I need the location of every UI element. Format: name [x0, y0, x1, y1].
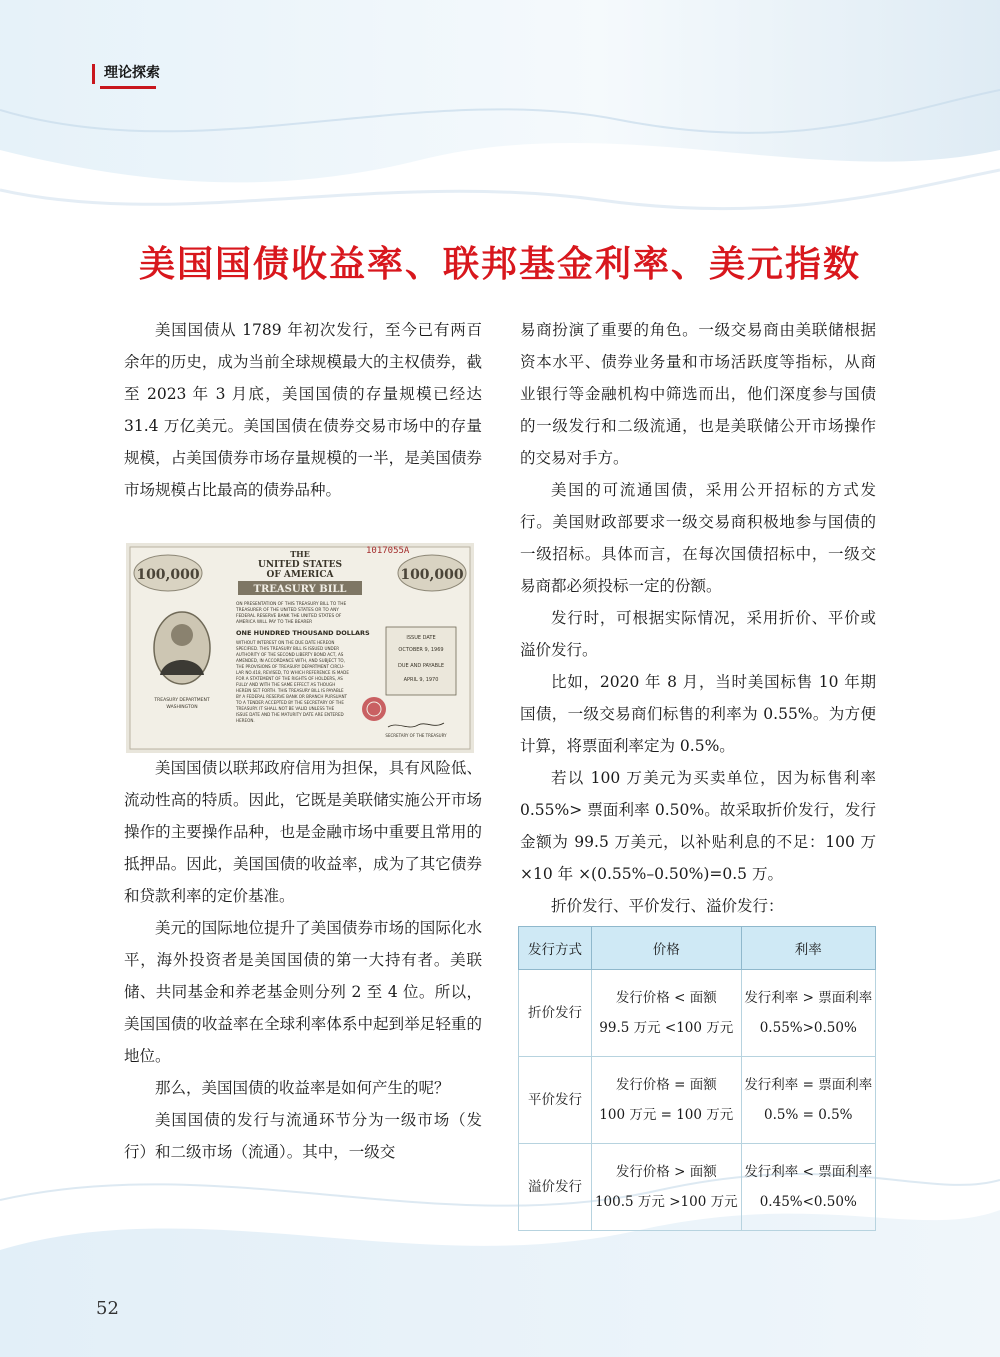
bill-due-date: APRIL 9, 1970: [403, 677, 439, 683]
paragraph: 易商扮演了重要的角色。一级交易商由美联储根据资本水平、债券业务量和市场活跃度等指标，从商业银行等金融机构中筛选而出，他们深度参与国债的一级发行和二级流通，也是美联储公开市场操作的交易对手方。: [520, 321, 876, 467]
issuance-table: [518, 926, 876, 1231]
paragraph: 那么，美国国债的收益率是如何产生的呢？: [155, 1079, 450, 1097]
bill-due-label: DUE AND PAYABLE: [397, 663, 445, 669]
paragraph: 发行时，可根据实际情况，采用折价、平价或溢价发行。: [520, 609, 876, 659]
bill-terms-line: LAR NO.418, REVISED, TO WHICH REFERENCE IS MADE: [236, 670, 349, 675]
bill-body-line: FEDERAL RESERVE BANK THE UNITED STATES OF: [236, 614, 342, 619]
bill-terms-line: AUTHORITY OF THE SECOND LIBERTY BOND ACT, AS: [236, 652, 344, 657]
table-cell-rate: [741, 1144, 875, 1231]
bill-terms-line: HEREIN SET FORTH. THIS TREASURY BILL IS PAYABLE: [236, 688, 344, 693]
page-number: 52: [96, 1298, 119, 1319]
bill-terms-line: FOR A STATEMENT OF THE RIGHTS OF HOLDERS, AS: [236, 676, 343, 681]
table-cell-rate: [741, 1057, 875, 1144]
table-header-cell: 发行方式: [519, 927, 592, 970]
bill-terms-line: TREASURY. IT SHALL NOT BE VALID UNLESS THE: [236, 706, 335, 711]
rate-example: 0.5% = 0.5%: [764, 1107, 853, 1123]
paragraph: 折价发行、平价发行、溢价发行：: [551, 897, 784, 915]
price-example: 100.5 万元 >100 万元: [594, 1194, 738, 1210]
rate-rule: 发行利率 > 票面利率: [744, 990, 873, 1006]
price-rule: 发行价格 = 面额: [615, 1077, 717, 1093]
rate-example: 0.55%>0.50%: [759, 1020, 857, 1036]
paragraph: 若以 100 万美元为买卖单位，因为标售利率 0.55%> 票面利率 0.50%。故采取折价发行，发行金额为 99.5 万美元，以补贴利息的不足：100 万 ×10 年 ×(0.55%–0.50%)=0.5 万。: [520, 769, 876, 883]
table-row: [519, 970, 876, 1057]
table-header-cell: 利率: [741, 927, 875, 970]
bill-terms-line: HEREON.: [236, 718, 255, 723]
bill-terms-line: ISSUE DATE AND THE MATURITY DATE ARE ENTERED: [236, 712, 344, 717]
paragraph: 比如，2020 年 8 月，当时美国标售 10 年期国债，一级交易商们标售的利率为 0.55%。为方便计算，将票面利率定为 0.5%。: [520, 673, 876, 755]
bill-issue-label: ISSUE DATE: [406, 635, 436, 641]
bill-banner: TREASURY BILL: [253, 584, 347, 595]
table-cell-rate: [741, 970, 875, 1057]
bill-body-line: AMERICA WILL PAY TO THE BEARER: [236, 620, 313, 625]
section-tag-label: 理论探索: [104, 65, 160, 81]
paragraph: 美国国债从 1789 年初次发行，至今已有两百余年的历史，成为当前全球规模最大的主权债券，截至 2023 年 3 月底，美国国债的存量规模已经达 31.4 万亿美元。美国国债在债券交易市场中的存量规模，占美国债券市场存量规模的一半，是美国债券市场规模占比最高的债券品种。: [124, 321, 482, 499]
table-cell-method: 溢价发行: [519, 1144, 592, 1231]
table-header-cell: 价格: [592, 927, 742, 970]
table-row: [519, 1144, 876, 1231]
treasury-bill-image: [126, 543, 474, 753]
table-row: [519, 1057, 876, 1144]
paragraph: 美国国债的发行与流通环节分为一级市场（发行）和二级市场（流通）。其中，一级交: [124, 1111, 482, 1161]
bill-terms-line: SPECIFIED. THIS TREASURY BILL IS ISSUED UNDER: [236, 646, 340, 651]
bill-dept-1: TREASURY DEPARTMENT: [154, 698, 210, 703]
article-title: 美国国债收益率、联邦基金利率、美元指数: [138, 244, 861, 285]
bill-seal-icon: [362, 697, 386, 721]
bill-terms-line: TO A TENDER ACCEPTED BY THE SECRETARY OF THE: [236, 700, 344, 705]
bill-amount: ONE HUNDRED THOUSAND DOLLARS: [236, 629, 370, 637]
bill-body-line: ON PRESENTATION OF THIS TREASURY BILL TO THE: [236, 602, 347, 607]
rate-example: 0.45%<0.50%: [759, 1194, 857, 1210]
bill-serial: 1017055A: [366, 546, 410, 556]
paragraph: 美国国债以联邦政府信用为担保，具有风险低、流动性高的特质。因此，它既是美联储实施公开市场操作的主要操作品种，也是金融市场中重要且常用的抵押品。因此，美国国债的收益率，成为了其它债券和贷款利率的定价基准。: [124, 759, 482, 905]
bill-terms-line: WITHOUT INTEREST ON THE DUE DATE HEREON: [236, 640, 335, 645]
paragraph: 美国的可流通国债，采用公开招标的方式发行。美国财政部要求一级交易商积极地参与国债的一级招标。具体而言，在每次国债招标中，一级交易商都必须投标一定的份额。: [520, 481, 876, 595]
bill-signature-caption: SECRETARY OF THE TREASURY: [385, 733, 447, 738]
section-tag-underline: [100, 86, 156, 89]
price-rule: 发行价格 > 面额: [615, 1164, 717, 1180]
bill-denomination-left: 100,000: [136, 567, 200, 583]
rate-rule: 发行利率 = 票面利率: [744, 1077, 873, 1093]
bill-terms-line: FULLY AND WITH THE SAME EFFECT AS THOUGH: [236, 682, 336, 687]
table-cell-method: 平价发行: [519, 1057, 592, 1144]
bill-dept-2: WASHINGTON: [166, 705, 198, 710]
bill-terms-line: THE PROVISIONS OF TREASURY DEPARTMENT CIRCU-: [236, 664, 345, 669]
bill-issue-date: OCTOBER 9, 1969: [398, 647, 444, 653]
bill-terms-line: AMENDED, IN ACCORDANCE WITH, AND SUBJECT TO,: [236, 658, 345, 663]
right-column: [520, 314, 876, 922]
bill-heading-3: OF AMERICA: [266, 570, 334, 580]
table-cell-method: 折价发行: [519, 970, 592, 1057]
bill-heading-2: UNITED STATES: [257, 560, 343, 570]
paragraph: 美元的国际地位提升了美国债券市场的国际化水平，海外投资者是美国国债的第一大持有者。美联储、共同基金和养老基金则分列 2 至 4 位。所以，美国国债的收益率在全球利率体系中起到举足轻重的地位。: [124, 919, 482, 1065]
price-example: 99.5 万元 <100 万元: [599, 1020, 734, 1036]
bill-terms-line: BY A FEDERAL RESERVE BANK OR BRANCH PURSUANT: [236, 694, 348, 699]
price-rule: 发行价格 < 面额: [615, 990, 717, 1006]
price-example: 100 万元 = 100 万元: [599, 1107, 734, 1123]
table-cell-price: [592, 1057, 742, 1144]
bill-denomination-right: 100,000: [400, 567, 464, 583]
table-cell-price: [592, 970, 742, 1057]
table-header-row: [519, 927, 876, 970]
rate-rule: 发行利率 < 票面利率: [744, 1164, 873, 1180]
section-tag-bar: [92, 64, 95, 84]
bill-heading-1: THE: [290, 549, 310, 559]
table-cell-price: [592, 1144, 742, 1231]
bill-body-line: TREASURER OF THE UNITED STATES OR TO ANY: [236, 608, 339, 613]
